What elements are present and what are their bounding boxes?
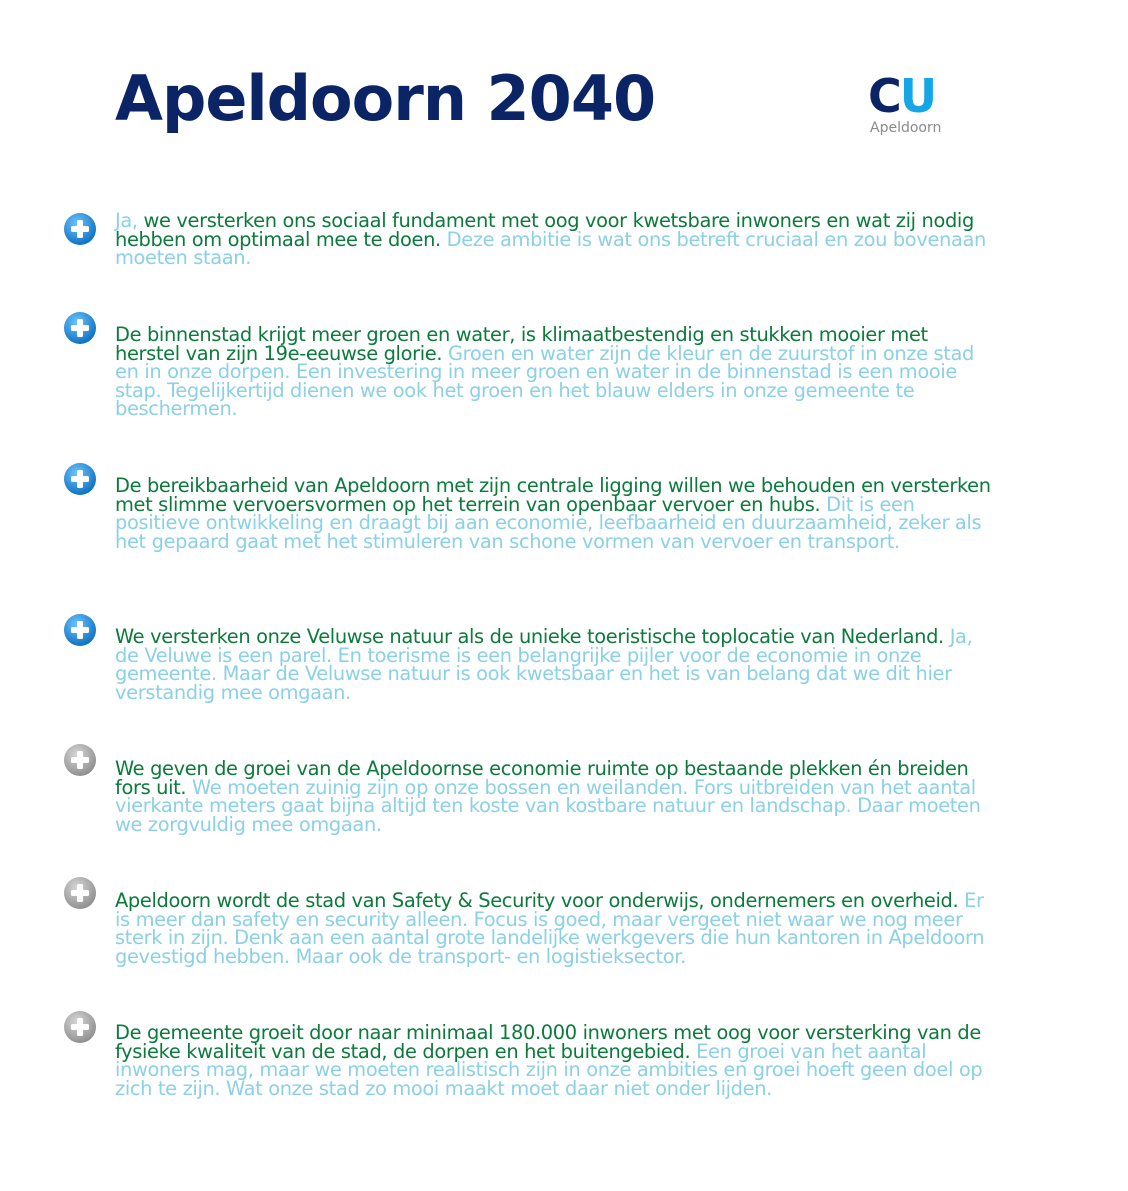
ambition-text [115,474,995,553]
item-comment: Dit is een positieve ontwikkeling en draagt bij aan economie, leefbaarheid en duurzaamheid, zeker als het gepaard gaat met het stimuleren van schone vormen van vervoer en transport. [115,492,982,553]
logo-mark [868,69,936,123]
plus-circle-gray-icon [63,1010,97,1044]
logo-letter-c: C [868,69,900,123]
plus-circle-blue-icon [63,212,97,246]
item-prefix: Ja, [115,209,144,232]
item-statement: De binnenstad krijgt meer groen en water, is klimaatbestendig en stukken mooier met herstel van zijn 19e-eeuwse glorie. [115,323,928,365]
plus-circle-gray-icon [63,743,97,777]
logo-letter-u: U [899,69,936,123]
plus-circle-blue-icon [63,462,97,496]
ambition-text [115,889,995,968]
ambition-text [115,757,995,836]
item-comment: Deze ambitie is wat ons betreft cruciaal en zou bovenaan moeten staan. [115,227,986,270]
plus-circle-gray-icon [63,876,97,910]
plus-circle-blue-icon [63,613,97,647]
ambition-text [115,323,995,421]
item-statement: Apeldoorn wordt de stad van Safety & Security voor onderwijs, ondernemers en overheid. [115,889,959,912]
ambition-text [115,1021,995,1100]
item-statement: We geven de groei van de Apeldoornse economie ruimte op bestaande plekken én breiden fors uit. [115,757,969,799]
logo-subtitle: Apeldoorn [870,120,942,136]
item-comment: Groen en water zijn de kleur en de zuurstof in onze stad en in onze dorpen. Een investering in meer groen en water in de binnenstad is een mooie stap. Tegelijkertijd dienen we ook het groen en het blauw elders in onze gemeente te beschermen. [115,341,975,421]
item-comment: Ja, de Veluwe is een parel. En toerisme is een belangrijke pijler voor de economie in onze gemeente. Maar de Veluwse natuur is ook kwetsbaar en het is van belang dat we dit hier verstandig mee omgaan. [115,625,973,704]
ambition-text [115,209,995,270]
item-statement: We versterken onze Veluwse natuur als de unieke toeristische toplocatie van Nederland. [115,625,944,648]
item-comment: Een groei van het aantal inwoners mag, maar we moeten realistisch zijn in onze ambities en groei hoeft geen doel op zich te zijn. Wat onze stad zo mooi maakt moet daar niet onder lijden. [115,1039,983,1100]
item-comment: Er is meer dan safety en security alleen. Focus is goed, maar vergeet niet waar we nog meer sterk in zijn. Denk aan een aantal grote landelijke werkgevers die hun kantoren in Apeldoorn gevestigd hebben. Maar ook de transport- en logistieksector. [115,889,985,968]
plus-circle-blue-icon [63,311,97,345]
item-statement: De gemeente groeit door naar minimaal 180.000 inwoners met oog voor versterking van de fysieke kwaliteit van de stad, de dorpen en het buitengebied. [115,1021,981,1063]
page-title: Apeldoorn 2040 [115,62,656,135]
item-comment: We moeten zuinig zijn op onze bossen en weilanden. Fors uitbreiden van het aantal vierkante meters gaat bijna altijd ten koste van kostbare natuur en landschap. Daar moeten we zorgvuldig mee omgaan. [115,775,981,836]
item-statement: we versterken ons sociaal fundament met oog voor kwetsbare inwoners en wat zij nodig hebben om optimaal mee te doen. [115,209,974,251]
ambition-text [115,625,995,704]
cu-apeldoorn-logo [868,69,958,140]
item-statement: De bereikbaarheid van Apeldoorn met zijn centrale ligging willen we behouden en versterken met slimme vervoersvormen op het terrein van openbaar vervoer en hubs. [115,474,991,516]
